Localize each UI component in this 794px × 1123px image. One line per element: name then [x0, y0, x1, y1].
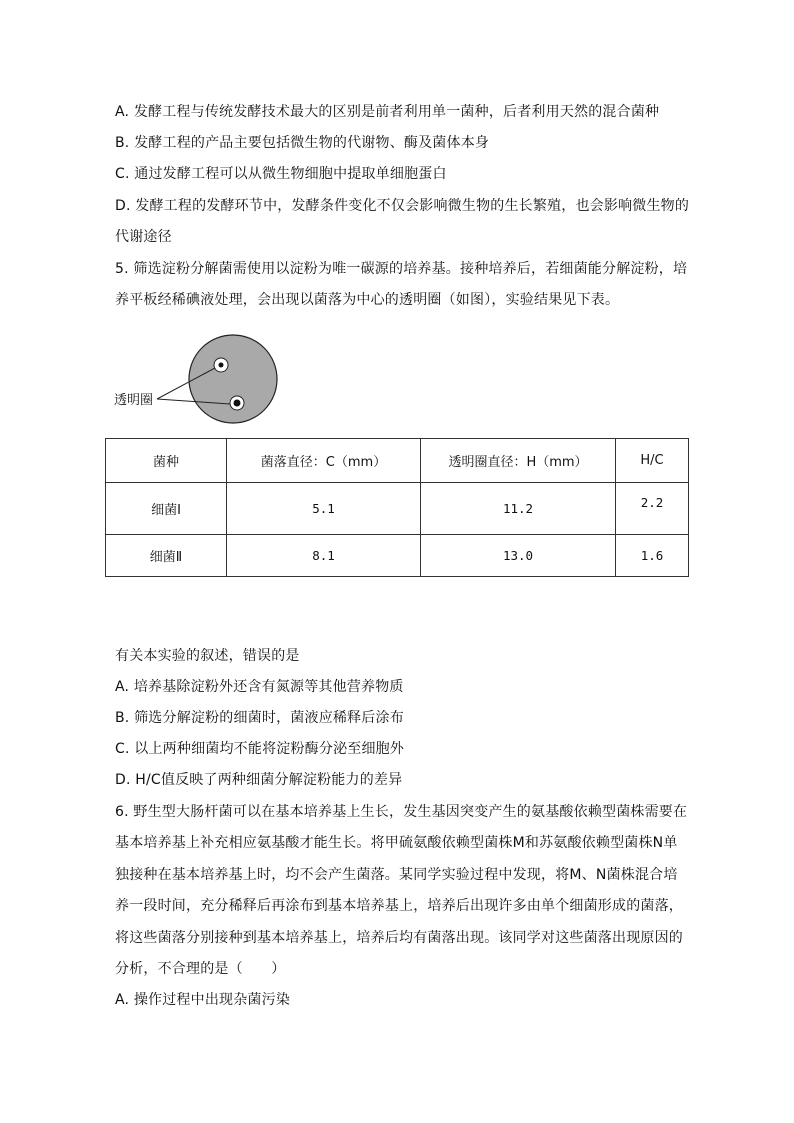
q6-stem-line-5: 将这些菌落分别接种到基本培养基上，培养后均有菌落出现。该同学对这些菌落出现原因的 [115, 930, 683, 946]
table-cell-colony-diameter: 8.1 [227, 535, 421, 577]
q5-option-d: D. H/C值反映了两种细菌分解淀粉能力的差异 [115, 772, 403, 788]
petri-dish [189, 335, 277, 423]
q6-stem-line-6: 分析，不合理的是（ ） [115, 961, 286, 977]
prev-option-a: A. 发酵工程与传统发酵技术最大的区别是前者利用单一菌种，后者利用天然的混合菌种 [115, 104, 660, 120]
table-cell-circle-diameter: 11.2 [421, 483, 616, 535]
q6-stem-line-2: 基本培养基上补充相应氨基酸才能生长。将甲硫氨酸依赖型菌株M和苏氨酸依赖型菌株N单 [115, 835, 678, 851]
table-cell-colony-diameter: 5.1 [227, 483, 421, 535]
q5-stem-line-2: 养平板经稀碘液处理，会出现以菌落为中心的透明圈（如图），实验结果见下表。 [115, 292, 620, 308]
table-header-strain: 菌种 [106, 439, 227, 483]
q5-option-b: B. 筛选分解淀粉的细菌时，菌液应稀释后涂布 [115, 710, 404, 726]
table-cell-ratio: 1.6 [616, 535, 689, 577]
colony-2 [234, 400, 241, 407]
table-cell-strain: 细菌Ⅰ [106, 483, 227, 535]
ratio-value: 2.2 [640, 495, 664, 510]
q5-stem-line-1: 5. 筛选淀粉分解菌需使用以淀粉为唯一碳源的培养基。接种培养后，若细菌能分解淀粉，培 [115, 261, 688, 277]
table-header-colony-diameter: 菌落直径：C（mm） [227, 439, 421, 483]
table-cell-strain: 细菌Ⅱ [106, 535, 227, 577]
results-table [105, 438, 689, 577]
prev-option-c: C. 通过发酵工程可以从微生物细胞中提取单细胞蛋白 [115, 166, 447, 182]
table-header-circle-diameter: 透明圈直径：H（mm） [421, 439, 616, 483]
table-header-row [106, 439, 689, 483]
q6-stem-line-4: 养一段时间，充分稀释后再涂布到基本培养基上，培养后出现许多由单个细菌形成的菌落， [115, 898, 683, 914]
petri-dish-diagram [112, 332, 292, 432]
prev-option-d-continuation: 代谢途径 [115, 229, 172, 245]
prev-option-b: B. 发酵工程的产品主要包括微生物的代谢物、酶及菌体本身 [115, 135, 490, 151]
table-header-ratio: H/C [616, 439, 689, 483]
q6-option-a: A. 操作过程中出现杂菌污染 [115, 992, 291, 1008]
q5-option-a: A. 培养基除淀粉外还含有氮源等其他营养物质 [115, 679, 404, 695]
q6-stem-line-1: 6. 野生型大肠杆菌可以在基本培养基上生长，发生基因突变产生的氨基酸依赖型菌株需要在 [115, 804, 688, 820]
table-cell-circle-diameter: 13.0 [421, 535, 616, 577]
colony-1 [219, 363, 224, 368]
q5-option-c: C. 以上两种细菌均不能将淀粉酶分泌至细胞外 [115, 741, 405, 757]
table-cell-ratio [616, 483, 689, 535]
table-row [106, 535, 689, 577]
figure-label: 透明圈 [114, 393, 154, 408]
petri-dish-figure [112, 332, 292, 432]
q6-stem-line-3: 独接种在基本培养基上时，均不会产生菌落。某同学实验过程中发现，将M、N菌株混合培 [115, 867, 678, 883]
table-row [106, 483, 689, 535]
q5-question: 有关本实验的叙述，错误的是 [115, 648, 300, 664]
prev-option-d: D. 发酵工程的发酵环节中，发酵条件变化不仅会影响微生物的生长繁殖，也会影响微生物的 [115, 198, 690, 214]
